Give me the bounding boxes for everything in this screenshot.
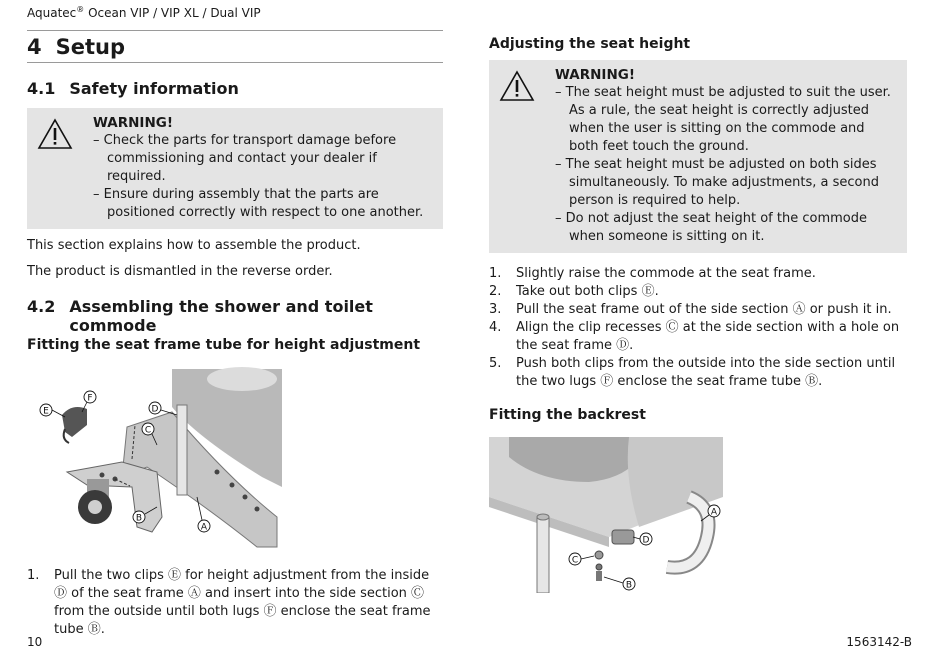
registered-mark: ®: [76, 5, 85, 14]
assembling-title: Assembling the shower and toilet commode: [69, 297, 373, 335]
backrest-label-c: [569, 553, 581, 566]
seat-height-warning-box: [489, 60, 907, 253]
intro-paragraph: This section explains how to assemble the product.: [27, 238, 361, 253]
step-text: Take out both clips Ⓔ.: [516, 284, 659, 299]
backrest-figure: [489, 437, 907, 597]
seat-height-steps: [489, 265, 907, 391]
safety-title: Safety information: [69, 79, 239, 98]
seat-frame-steps: [27, 567, 443, 639]
section-heading: [27, 30, 443, 63]
step-number: 2.: [489, 284, 502, 299]
section-title: Setup: [55, 35, 126, 59]
assembling-number: 4.2: [27, 297, 56, 316]
seat-height-warning-item: – Do not adjust the seat height of the commode when someone is sitting on it.: [555, 211, 867, 244]
warning-triangle-icon: [37, 114, 81, 222]
assembling-heading: [27, 297, 443, 335]
svg-text:E: E: [43, 406, 49, 417]
safety-warning-item: – Check the parts for transport damage before commissioning and contact your dealer if required.: [93, 133, 397, 184]
svg-text:D: D: [642, 535, 650, 546]
seat-height-warning-item: – The seat height must be adjusted to suit the user. As a rule, the seat height is correctly adjusted when the user is sitting on the commode and both feet touch the ground.: [555, 85, 891, 154]
svg-text:C: C: [571, 555, 579, 566]
step-text: Push both clips from the outside into the side section until the two lugs Ⓕ enclose the seat frame tube Ⓑ.: [516, 356, 896, 389]
seat-frame-assembly-figure: [27, 367, 443, 553]
safety-number: 4.1: [27, 79, 56, 98]
right-column: [489, 36, 907, 597]
svg-text:B: B: [135, 513, 143, 524]
svg-text:B: B: [625, 580, 633, 591]
warning-triangle-icon: [499, 66, 543, 246]
seat-height-warning-title: WARNING!: [555, 67, 635, 83]
brand-name: Aquatec: [27, 6, 77, 20]
figure-label-a: [198, 520, 210, 533]
step-item: [27, 567, 443, 639]
step-item: [489, 283, 907, 301]
seat-height-warning-list: [555, 84, 897, 246]
step-number: 4.: [489, 320, 502, 335]
backrest-label-d: [640, 533, 652, 546]
seat-height-warning-item: – The seat height must be adjusted on both sides simultaneously. To make adjustments, a second person is required to help.: [555, 157, 879, 208]
svg-text:C: C: [144, 425, 152, 436]
svg-text:D: D: [151, 404, 159, 415]
safety-warning-title: WARNING!: [93, 115, 173, 131]
step-number: 1.: [489, 266, 502, 281]
safety-warning-list: [93, 132, 433, 222]
backrest-label-a: [708, 505, 720, 518]
document-number: 1563142-B: [846, 635, 912, 649]
figure-label-b: [133, 511, 145, 524]
svg-text:A: A: [200, 522, 208, 533]
figure-label-f: [84, 391, 96, 404]
safety-warning-box: [27, 108, 443, 229]
svg-text:F: F: [87, 393, 93, 404]
seat-height-heading: Adjusting the seat height: [489, 36, 691, 52]
step-item: [489, 319, 907, 355]
model-names: Ocean VIP / VIP XL / Dual VIP: [84, 6, 261, 20]
step-number: 5.: [489, 356, 502, 371]
safety-heading: [27, 79, 443, 98]
step-text: Pull the two clips Ⓔ for height adjustment from the inside Ⓓ of the seat frame Ⓐ and insert into the side section Ⓒ from the outside until both lugs Ⓕ enclose the seat frame tube Ⓑ.: [54, 568, 431, 637]
intro-paragraph: The product is dismantled in the reverse order.: [27, 264, 333, 279]
step-item: [489, 301, 907, 319]
step-number: 1.: [27, 568, 40, 583]
step-item: [489, 355, 907, 391]
svg-text:A: A: [710, 507, 718, 518]
figure-label-e: [40, 404, 52, 417]
figure-label-d: [149, 402, 161, 415]
backrest-heading: Fitting the backrest: [489, 407, 646, 423]
safety-warning-item: – Ensure during assembly that the parts are positioned correctly with respect to one another.: [93, 187, 424, 220]
running-header: [27, 5, 261, 20]
step-text: Slightly raise the commode at the seat frame.: [516, 266, 816, 281]
page-number: 10: [27, 635, 43, 649]
step-text: Pull the seat frame out of the side section Ⓐ or push it in.: [516, 302, 892, 317]
step-item: [489, 265, 907, 283]
step-number: 3.: [489, 302, 502, 317]
backrest-label-b: [623, 578, 635, 591]
left-column: [27, 30, 443, 639]
section-number: 4: [27, 35, 42, 59]
figure-label-c: [142, 423, 154, 436]
seat-frame-tube-subheading: Fitting the seat frame tube for height adjustment: [27, 337, 421, 353]
step-text: Align the clip recesses Ⓒ at the side section with a hole on the seat frame Ⓓ.: [516, 320, 900, 353]
